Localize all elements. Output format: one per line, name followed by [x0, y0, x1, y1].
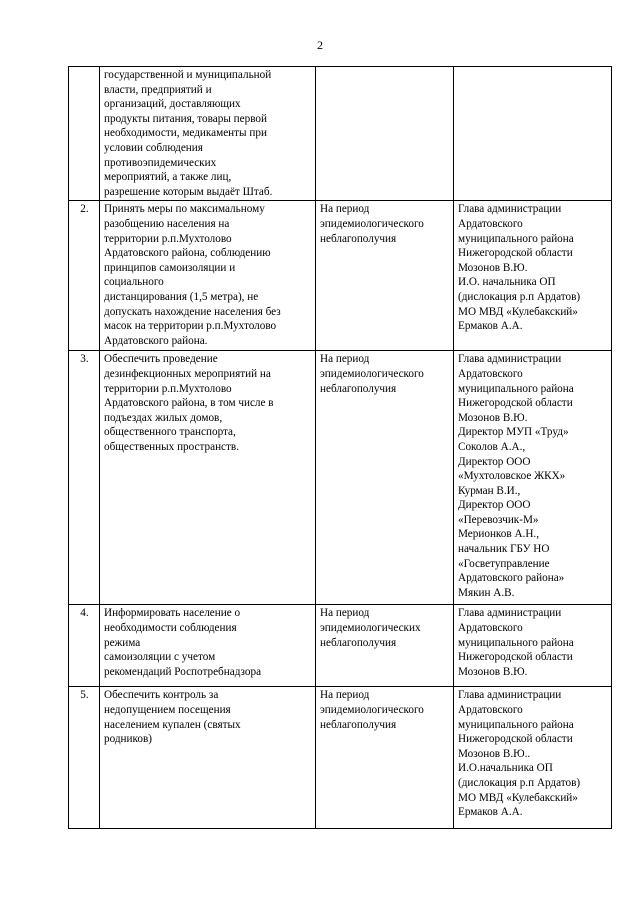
cell-text-line: муниципального района — [458, 718, 574, 731]
responsible-cell — [454, 605, 612, 687]
cell-text-line: На период — [320, 203, 370, 216]
cell-text-line: недопущением посещения — [104, 703, 231, 716]
cell-text-line: муниципального района — [458, 232, 574, 245]
table-row — [69, 351, 612, 605]
cell-text-line: власти, предприятий и — [104, 83, 212, 96]
cell-text-line: И.О. начальника ОП — [458, 276, 556, 289]
cell-text-line: Информировать население о — [104, 607, 241, 620]
cell-text-line: Ардатовского — [458, 703, 523, 716]
cell-text-line: организаций, доставляющих — [104, 98, 241, 111]
cell-text-line: Ермаков А.А. — [458, 320, 523, 333]
cell-text-line: Директор ООО — [458, 499, 531, 512]
cell-text-line: Глава администрации — [458, 607, 562, 620]
cell-text-line: условии соблюдения — [104, 141, 203, 154]
responsible-cell — [454, 201, 612, 351]
cell-text-line: социального — [104, 276, 164, 289]
table-row — [69, 67, 612, 201]
cell-text-line: Мозонов В.Ю. — [458, 411, 528, 424]
cell-text-line: режима — [104, 636, 141, 649]
responsible-cell — [454, 687, 612, 829]
cell-text-line: неблагополучия — [320, 718, 397, 731]
cell-text-line: МО МВД «Кулебакский» — [458, 791, 578, 804]
cell-text-line: Ардатовского — [458, 621, 523, 634]
cell-text-line: дистанцирования (1,5 метра), не — [104, 290, 259, 303]
cell-text-line: необходимости, медикаменты при — [104, 127, 267, 140]
page-number: 2 — [317, 38, 323, 52]
action-cell — [100, 67, 316, 201]
cell-text-line: Директор МУП «Труд» — [458, 426, 569, 439]
cell-text-line: (дислокация р.п Ардатов) — [458, 290, 581, 303]
responsible-cell — [454, 67, 612, 201]
cell-text-line: Мякин А.В. — [458, 586, 515, 599]
cell-text-line: неблагополучия — [320, 382, 397, 395]
cell-text-line: Ардатовского — [458, 367, 523, 380]
period-cell — [316, 605, 454, 687]
cell-text-line: самоизоляции с учетом — [104, 651, 216, 664]
cell-text-line: неблагополучия — [320, 232, 397, 245]
cell-text-line: рекомендаций Роспотребнадзора — [104, 665, 262, 678]
cell-text-line: эпидемиологического — [320, 217, 424, 230]
cell-text-line: территории р.п.Мухтолово — [104, 232, 232, 245]
cell-text-line: «Госветуправление — [458, 557, 550, 570]
row-number-cell: 4. — [69, 605, 100, 687]
cell-text-line: Ардатовского района» — [458, 572, 565, 585]
responsible-cell — [454, 351, 612, 605]
period-cell — [316, 687, 454, 829]
cell-text-line: разрешение которым выдаёт Штаб. — [104, 185, 273, 198]
table-body — [69, 67, 612, 829]
cell-text-line: Глава администрации — [458, 353, 562, 366]
table-row — [69, 201, 612, 351]
cell-text-line: мероприятий, а также лиц, — [104, 171, 232, 184]
cell-text-line: Мозонов В.Ю. — [458, 261, 528, 274]
row-number-cell: 3. — [69, 351, 100, 605]
cell-text-line: эпидемиологического — [320, 367, 424, 380]
cell-text-line: продукты питания, товары первой — [104, 112, 267, 125]
cell-text-line: территории р.п.Мухтолово — [104, 382, 232, 395]
cell-text-line: подъездах жилых домов, — [104, 411, 223, 424]
action-cell — [100, 687, 316, 829]
cell-text-line: эпидемиологического — [320, 703, 424, 716]
table-row — [69, 687, 612, 829]
cell-text-line: государственной и муниципальной — [104, 69, 272, 81]
cell-text-line: неблагополучия — [320, 636, 397, 649]
cell-text-line: общественных пространств. — [104, 440, 239, 453]
cell-text-line: Нижегородской области — [458, 247, 573, 260]
cell-text-line: На период — [320, 353, 370, 366]
cell-text-line: Ардатовского района, соблюдению — [104, 247, 271, 260]
cell-text-line: Обеспечить контроль за — [104, 689, 219, 702]
cell-text-line: Обеспечить проведение — [104, 353, 218, 366]
table-row — [69, 605, 612, 687]
cell-text-line: противоэпидемических — [104, 156, 217, 169]
cell-text-line: Мозонов В.Ю.. — [458, 747, 531, 760]
cell-text-line: Глава администрации — [458, 689, 562, 702]
row-number-cell — [69, 67, 100, 201]
row-number-cell: 2. — [69, 201, 100, 351]
cell-text-line: Нижегородской области — [458, 651, 573, 664]
cell-text-line: Соколов А.А., — [458, 440, 526, 453]
cell-text-line: эпидемиологических — [320, 621, 421, 634]
action-cell — [100, 605, 316, 687]
cell-text-line: И.О.начальника ОП — [458, 762, 553, 775]
cell-text-line: Мозонов В.Ю. — [458, 665, 528, 678]
cell-text-line: (дислокация р.п Ардатов) — [458, 776, 581, 789]
cell-text-line: На период — [320, 689, 370, 702]
cell-text-line: «Перевозчик-М» — [458, 513, 539, 526]
cell-text-line: муниципального района — [458, 636, 574, 649]
cell-text-line: Принять меры по максимальному — [104, 203, 265, 216]
cell-text-line: допускать нахождение населения без — [104, 305, 281, 318]
period-cell — [316, 67, 454, 201]
period-cell — [316, 351, 454, 605]
cell-text-line: необходимости соблюдения — [104, 621, 237, 634]
cell-text-line: населением купален (святых — [104, 718, 241, 731]
cell-text-line: Директор ООО — [458, 455, 531, 468]
cell-text-line: дезинфекционных мероприятий на — [104, 367, 271, 380]
cell-text-line: Нижегородской области — [458, 733, 573, 746]
cell-text-line: родников) — [104, 733, 152, 746]
row-number-cell: 5. — [69, 687, 100, 829]
cell-text-line: Ардатовского — [458, 217, 523, 230]
cell-text-line: Глава администрации — [458, 203, 562, 216]
cell-text-line: На период — [320, 607, 370, 620]
period-cell — [316, 201, 454, 351]
cell-text-line: муниципального района — [458, 382, 574, 395]
cell-text-line: Мерионков А.Н., — [458, 528, 540, 541]
cell-text-line: Ардатовского района. — [104, 334, 208, 347]
cell-text-line: МО МВД «Кулебакский» — [458, 305, 578, 318]
cell-text-line: начальник ГБУ НО — [458, 543, 550, 556]
cell-text-line: Нижегородской области — [458, 397, 573, 410]
cell-text-line: «Мухтоловское ЖКХ» — [458, 470, 566, 483]
cell-text-line: масок на территории р.п.Мухтолово — [104, 320, 277, 333]
action-cell — [100, 201, 316, 351]
action-cell — [100, 351, 316, 605]
cell-text-line: разобщению населения на — [104, 217, 230, 230]
measures-table — [68, 66, 612, 829]
cell-text-line: Ардатовского района, в том числе в — [104, 397, 274, 410]
cell-text-line: Ермаков А.А. — [458, 806, 523, 819]
cell-text-line: Курман В.И., — [458, 484, 521, 497]
cell-text-line: принципов самоизоляции и — [104, 261, 236, 274]
cell-text-line: общественного транспорта, — [104, 426, 236, 439]
